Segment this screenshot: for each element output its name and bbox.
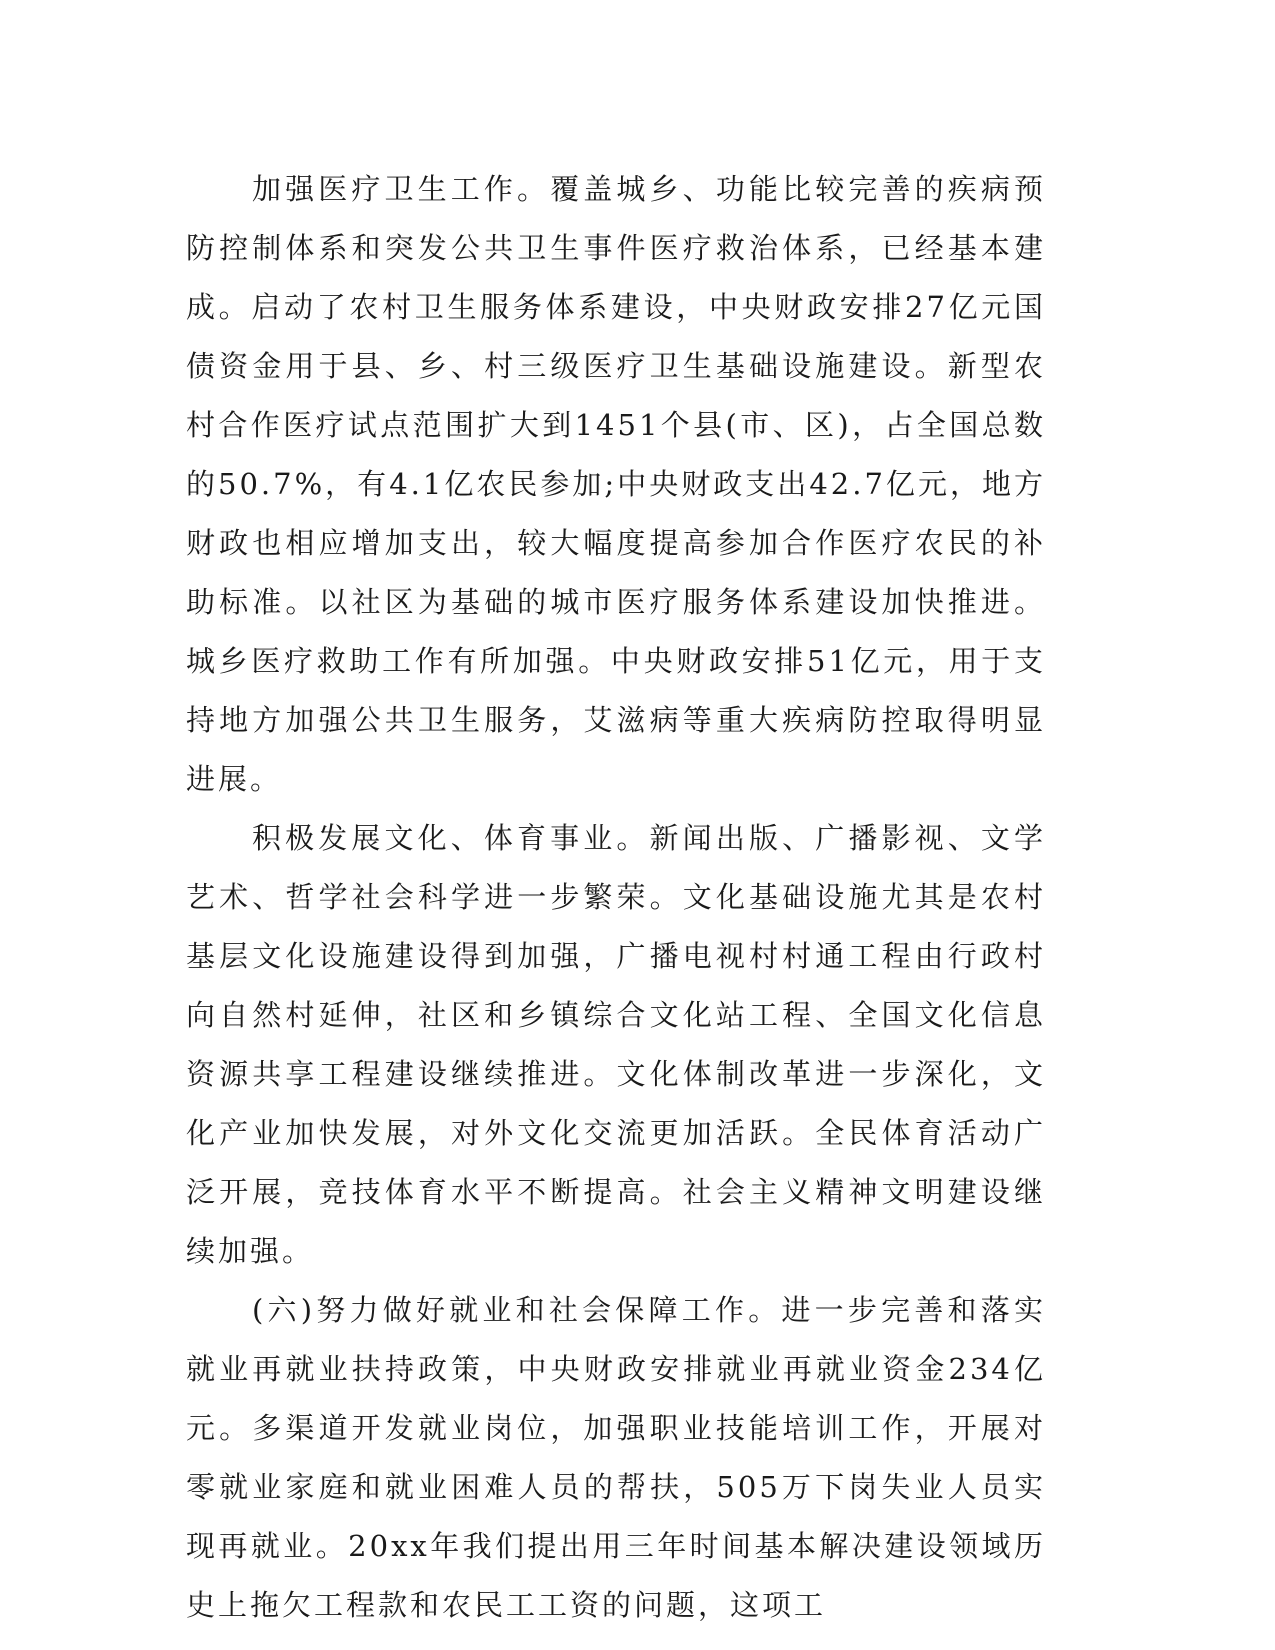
paragraph-culture-sports: 积极发展文化、体育事业。新闻出版、广播影视、文学艺术、哲学社会科学进一步繁荣。文化基础设施尤其是农村基层文化设施建设得到加强，广播电视村村通工程由行政村向自然村延伸，社区和乡镇综合文化站工程、全国文化信息资源共享工程建设继续推进。文化体制改革进一步深化，文化产业加快发展，对外文化交流更加活跃。全民体育活动广泛开展，竞技体育水平不断提高。社会主义精神文明建设继续加强。 <box>186 821 1046 1268</box>
document-body <box>186 160 1046 1635</box>
paragraph-healthcare: 加强医疗卫生工作。覆盖城乡、功能比较完善的疾病预防控制体系和突发公共卫生事件医疗救治体系，已经基本建成。启动了农村卫生服务体系建设，中央财政安排27亿元国债资金用于县、乡、村三级医疗卫生基础设施建设。新型农村合作医疗试点范围扩大到1451个县(市、区)，占全国总数的50.7%，有4.1亿农民参加;中央财政支出42.7亿元，地方财政也相应增加支出，较大幅度提高参加合作医疗农民的补助标准。以社区为基础的城市医疗服务体系建设加快推进。城乡医疗救助工作有所加强。中央财政安排51亿元，用于支持地方加强公共卫生服务，艾滋病等重大疾病防控取得明显进展。 <box>186 172 1046 796</box>
paragraph-employment: (六)努力做好就业和社会保障工作。进一步完善和落实就业再就业扶持政策，中央财政安排就业再就业资金234亿元。多渠道开发就业岗位，加强职业技能培训工作，开展对零就业家庭和就业困难人员的帮扶，505万下岗失业人员实现再就业。20xx年我们提出用三年时间基本解决建设领域历史上拖欠工程款和农民工工资的问题，这项工 <box>186 1293 1046 1622</box>
